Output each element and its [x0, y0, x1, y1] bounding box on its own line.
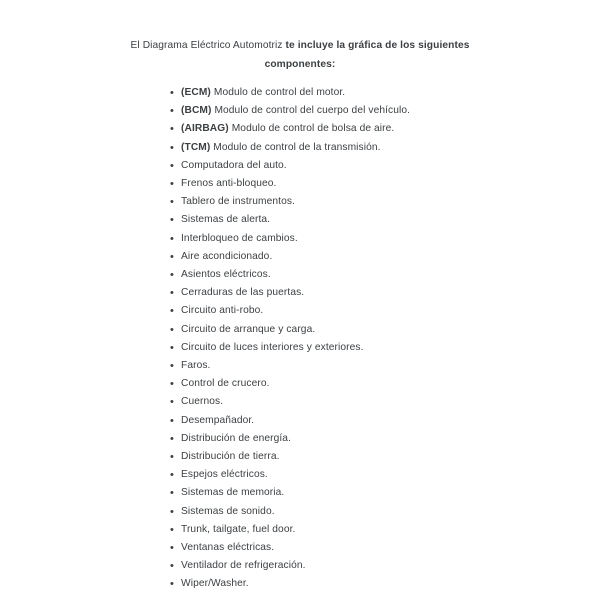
list-item	[170, 412, 600, 430]
list-item	[170, 430, 600, 448]
components-list	[170, 84, 600, 594]
component-text: Faros.	[181, 360, 211, 372]
list-item	[170, 175, 600, 193]
component-code: (TCM)	[181, 141, 211, 153]
component-text: Tablero de instrumentos.	[181, 196, 295, 208]
intro-paragraph	[114, 0, 486, 74]
component-code: (ECM)	[181, 87, 211, 98]
intro-bold-text: te incluye la gráfica de los siguientes componentes:	[264, 40, 470, 70]
component-text: Circuito de luces interiores y exteriores.	[181, 341, 364, 353]
component-text: Sistemas de memoria.	[181, 487, 285, 499]
component-text: Circuito anti-robo.	[181, 305, 264, 317]
list-item	[170, 139, 600, 157]
list-item	[170, 157, 600, 175]
component-text: Aire acondicionado.	[181, 250, 273, 262]
component-text: Wiper/Washer.	[181, 578, 249, 590]
component-text: Asientos eléctricos.	[181, 269, 271, 281]
list-item	[170, 539, 600, 557]
list-item	[170, 211, 600, 229]
component-text: Desempañador.	[181, 414, 255, 426]
component-text: Modulo de control de bolsa de aire.	[231, 123, 395, 135]
component-text: Distribución de tierra.	[181, 451, 280, 463]
component-code: (BCM)	[181, 105, 212, 117]
list-item	[170, 302, 600, 320]
component-text: Cerraduras de las puertas.	[181, 287, 305, 299]
component-text: Ventilador de refrigeración.	[181, 560, 306, 572]
component-text: Control de crucero.	[181, 378, 270, 390]
list-item	[170, 575, 600, 593]
component-text: Modulo de control de la transmisión.	[213, 141, 381, 153]
component-text: Modulo de control del cuerpo del vehículo.	[214, 105, 411, 117]
list-item	[170, 393, 600, 411]
component-text: Interbloqueo de cambios.	[181, 232, 298, 244]
list-item	[170, 84, 600, 102]
list-item	[170, 557, 600, 575]
list-item	[170, 230, 600, 248]
component-code: (AIRBAG)	[181, 123, 229, 135]
list-item	[170, 102, 600, 120]
component-text: Modulo de control del motor.	[213, 87, 346, 98]
list-item	[170, 284, 600, 302]
list-item	[170, 448, 600, 466]
list-item	[170, 357, 600, 375]
list-item	[170, 484, 600, 502]
component-text: Sistemas de sonido.	[181, 505, 275, 517]
component-text: Computadora del auto.	[181, 159, 287, 171]
component-text: Frenos anti-bloqueo.	[181, 178, 277, 190]
list-item	[170, 248, 600, 266]
list-item	[170, 321, 600, 339]
component-text: Trunk, tailgate, fuel door.	[181, 523, 296, 535]
component-text: Distribución de energía.	[181, 432, 291, 444]
list-item	[170, 503, 600, 521]
list-item	[170, 339, 600, 357]
component-text: Circuito de arranque y carga.	[181, 323, 316, 335]
list-item	[170, 120, 600, 138]
list-item	[170, 266, 600, 284]
list-item	[170, 466, 600, 484]
component-text: Espejos eléctricos.	[181, 469, 268, 481]
component-text: Sistemas de alerta.	[181, 214, 271, 226]
intro-regular-text: El Diagrama Eléctrico Automotriz	[130, 40, 283, 51]
list-item	[170, 521, 600, 539]
component-text: Cuernos.	[181, 396, 224, 408]
component-text: Ventanas eléctricas.	[181, 542, 275, 554]
list-item	[170, 375, 600, 393]
list-item	[170, 193, 600, 211]
